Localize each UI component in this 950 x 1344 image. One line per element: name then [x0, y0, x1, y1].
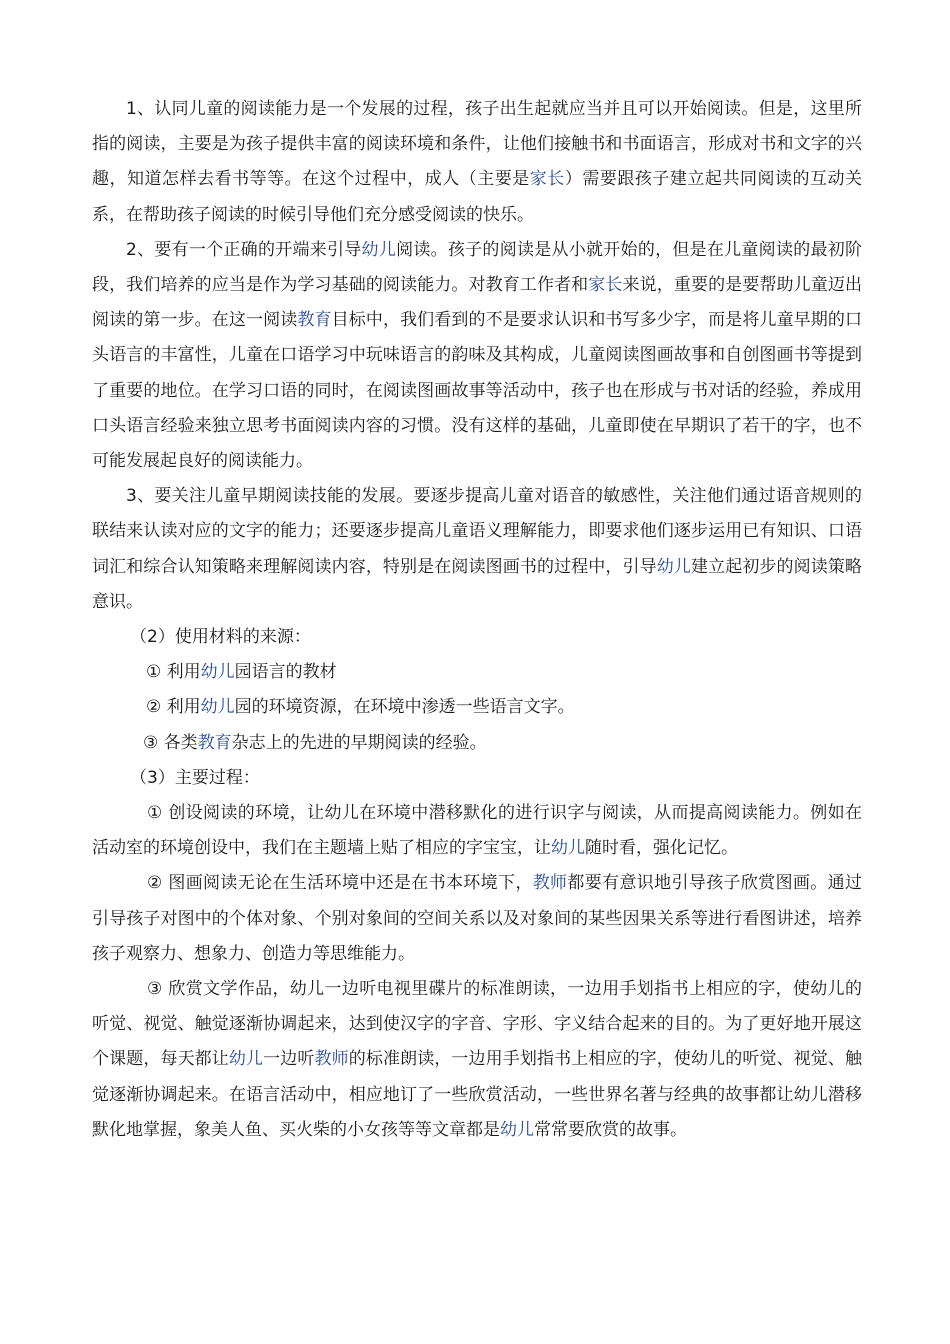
- list-item: [92, 726, 862, 761]
- text-run: ② 利用: [146, 697, 201, 718]
- list-item: [92, 655, 862, 690]
- link-youer[interactable]: 幼儿: [656, 556, 691, 577]
- text-run: 园语言的教材: [234, 662, 337, 683]
- text-run: 目标中，我们看到的不是要求认识和书写多少字，而是将儿童早期的口头语言的丰富性，儿童在口语学习中玩味语言的韵味及其构成，儿童阅读图画故事和自创图画书等提到了重要的地位。在学习口语的同时，在阅读图画故事等活动中，孩子也在形成与书对话的经验，养成用口头语言经验来独立思考书面阅读内容的习惯。没有这样的基础，儿童即使在早期识了若干的字，也不可能发展起良好的阅读能力。: [92, 310, 863, 472]
- text-run: 2、要有一个正确的开端来引导: [126, 239, 362, 260]
- text-run: 1、认同儿童的阅读能力是一个发展的过程，孩子出生起就应当并且可以开始阅读。但是，这里所指的阅读，主要是为孩子提供丰富的阅读环境和条件，让他们接触书和书面语言，形成对书和文字的兴趣，知道怎样去看书等等。在这个过程中，成人（主要是: [92, 99, 862, 190]
- link-youer[interactable]: 幼儿: [551, 838, 585, 859]
- process-item-1: [92, 796, 862, 866]
- paragraph-1: [92, 92, 862, 233]
- process-item-3: [92, 972, 862, 1148]
- text-run: 一边听: [263, 1049, 315, 1070]
- paragraph-3: [92, 479, 862, 620]
- text-run: 都要有意识地引导孩子欣赏图画。通过引导孩子对图中的个体对象、个别对象间的空间关系以及对象间的某些因果关系等进行看图讲述，培养孩子观察力、想象力、创造力等思维能力。: [92, 873, 863, 964]
- process-item-2: [92, 866, 862, 972]
- text-run: （3）主要过程：: [130, 767, 260, 788]
- text-run: ① 利用: [146, 662, 201, 683]
- link-jiaoyu[interactable]: 教育: [197, 732, 232, 753]
- paragraph-2: [92, 233, 862, 479]
- text-run: 常常要欣赏的故事。: [534, 1119, 687, 1140]
- section-heading-materials: [92, 620, 862, 655]
- link-jiazhang[interactable]: 家长: [588, 275, 623, 296]
- text-run: 建立起初步的阅读策略意识。: [92, 556, 863, 612]
- text-run: （2）使用材料的来源：: [130, 627, 311, 648]
- text-run: 来说，重要的是要帮助儿童迈出阅读的第一步。在这一阅读: [92, 275, 863, 331]
- text-run: 的标准朗读，一边用手划指书上相应的字，使幼儿的听觉、视觉、触觉逐渐协调起来。在语言活动中，相应地订了一些欣赏活动，一些世界名著与经典的故事都让幼儿潜移默化地掌握，象美人鱼、买火柴的小女孩等等文章都是: [92, 1049, 863, 1140]
- text-run: 杂志上的先进的早期阅读的经验。: [231, 732, 487, 753]
- document-page: [92, 92, 862, 1148]
- link-youer[interactable]: 幼儿: [361, 239, 397, 260]
- text-run: 随时看，强化记忆。: [585, 838, 738, 859]
- text-run: 阅读。孩子的阅读是从小就开始的，但是在儿童阅读的最初阶段，我们培养的应当是作为学习基础的阅读能力。对教育工作者和: [92, 239, 863, 296]
- link-youer[interactable]: 幼儿: [500, 1119, 534, 1140]
- text-run: ③ 各类: [143, 732, 198, 753]
- text-run: ① 创设阅读的环境，让幼儿在环境中潜移默化的进行识字与阅读，从而提高阅读能力。例如在活动室的环境创设中，我们在主题墙上贴了相应的字宝宝，让: [92, 803, 862, 859]
- link-youer[interactable]: 幼儿: [200, 697, 235, 718]
- link-jiaoshi[interactable]: 教师: [314, 1049, 349, 1070]
- text-run: 园的环境资源，在环境中渗透一些语言文字。: [234, 697, 575, 718]
- link-jiaoshi[interactable]: 教师: [532, 873, 568, 894]
- text-run: ）需要跟孩子建立起共同阅读的互动关系，在帮助孩子阅读的时候引导他们充分感受阅读的快乐。: [92, 169, 863, 225]
- list-item: [92, 690, 862, 725]
- text-run: ③ 欣赏文学作品，幼儿一边听电视里碟片的标准朗读，一边用手划指书上相应的字，使幼儿的听觉、视觉、触觉逐渐协调起来，达到使汉字的字音、字形、字义结合起来的目的。为了更好地开展这个课题，每天都让: [92, 979, 862, 1070]
- text-run: ② 图画阅读无论在生活环境中还是在书本环境下，: [147, 873, 533, 894]
- link-jiazhang[interactable]: 家长: [529, 169, 565, 190]
- section-heading-process: [92, 761, 862, 796]
- text-run: 3、要关注儿童早期阅读技能的发展。要逐步提高儿童对语音的敏感性，关注他们通过语音规则的联结来认读对应的文字的能力；还要逐步提高儿童语义理解能力，即要求他们逐步运用已有知识、口语词汇和综合认知策略来理解阅读内容，特别是在阅读图画书的过程中，引导: [92, 486, 862, 577]
- link-jiaoyu[interactable]: 教育: [297, 310, 332, 331]
- link-youer[interactable]: 幼儿: [228, 1049, 264, 1070]
- link-youer[interactable]: 幼儿: [200, 662, 235, 683]
